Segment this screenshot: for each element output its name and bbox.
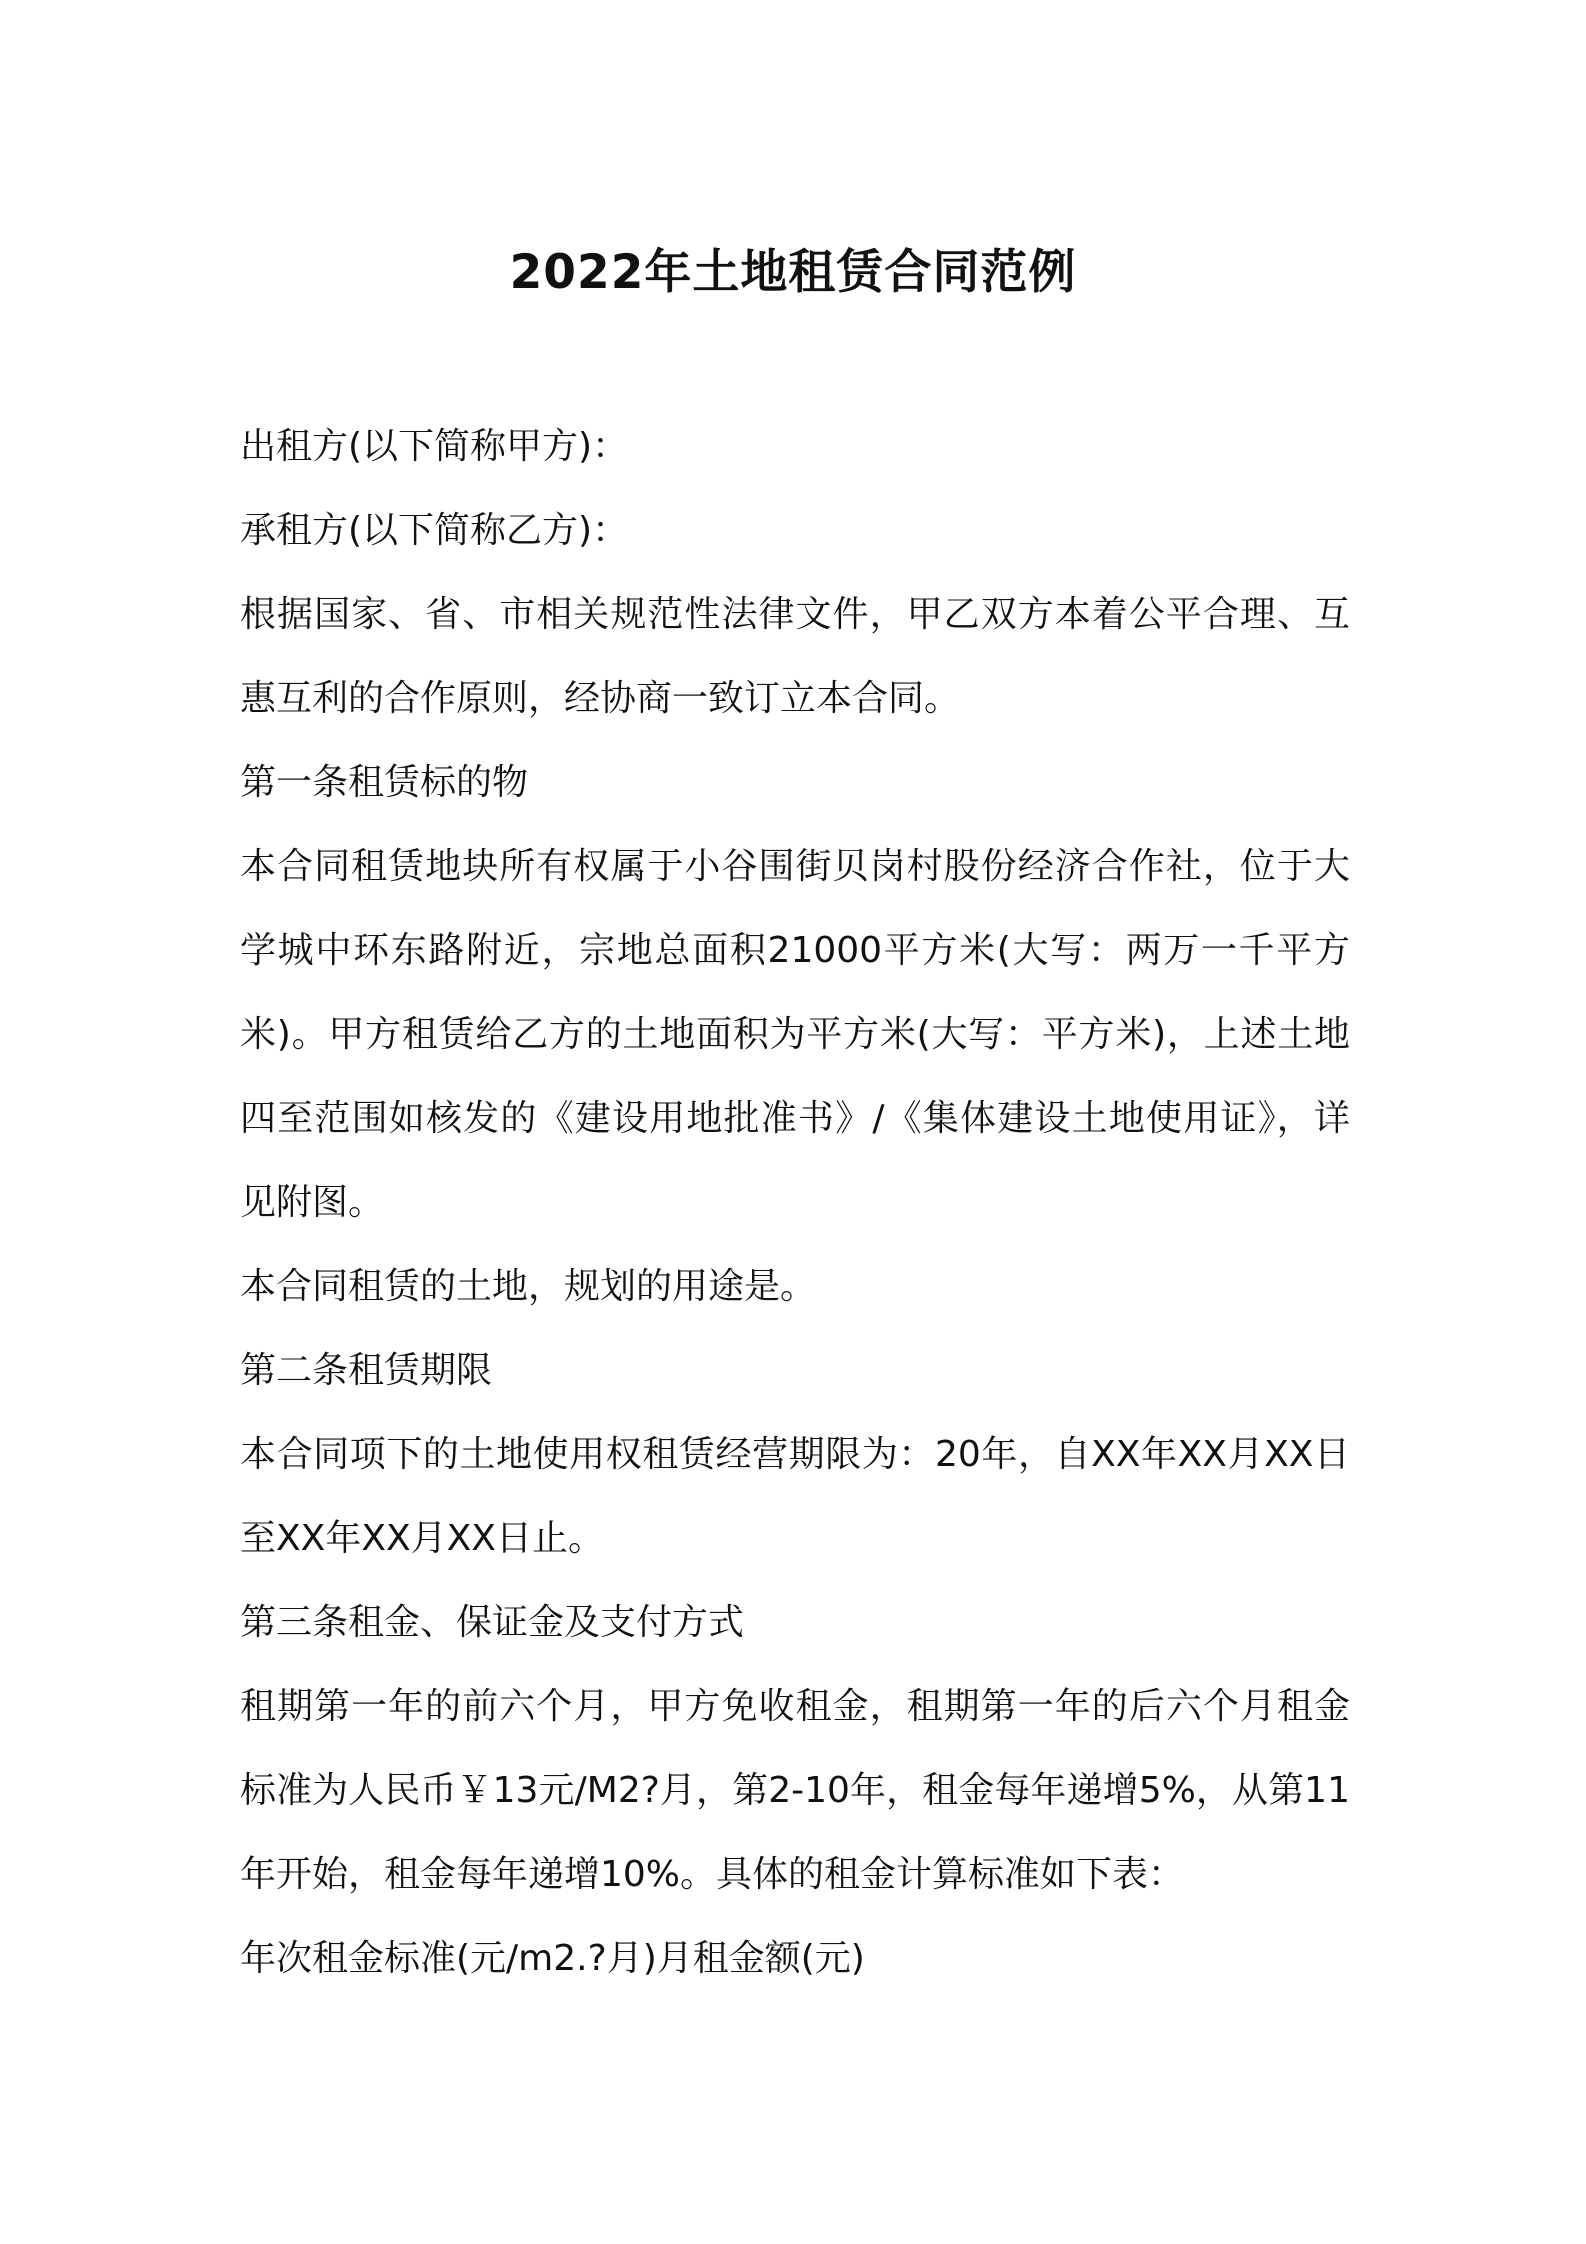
article-3-heading: 第三条租金、保证金及支付方式	[240, 1602, 745, 1643]
lessee-line: 承租方(以下简称乙方)：	[240, 510, 629, 551]
article-3-paragraph: 租期第一年的前六个月，甲方免收租金，租期第一年的后六个月租金标准为人民币￥13元/M2?月，第2-10年，租金每年递增5%，从第11年开始，租金每年递增10%。具体的租金计算标准如下表：	[240, 1686, 1350, 1895]
lessor-line: 出租方(以下简称甲方)：	[240, 426, 629, 467]
article-2-heading: 第二条租赁期限	[240, 1350, 493, 1391]
document-body	[240, 405, 1350, 2001]
article-1-heading: 第一条租赁标的物	[240, 762, 529, 803]
land-use-paragraph: 本合同租赁的土地，规划的用途是。	[240, 1266, 817, 1307]
article-1-paragraph: 本合同租赁地块所有权属于小谷围街贝岗村股份经济合作社，位于大学城中环东路附近，宗地总面积21000平方米(大写：两万一千平方米)。甲方租赁给乙方的土地面积为平方米(大写：平方米)，上述土地四至范围如核发的《建设用地批准书》/《集体建设土地使用证》，详见附图。	[240, 846, 1350, 1223]
article-2-paragraph: 本合同项下的土地使用权租赁经营期限为：20年，自XX年XX月XX日至XX年XX月XX日止。	[240, 1434, 1350, 1559]
rent-table-header-line: 年次租金标准(元/m2.?月)月租金额(元)	[240, 1938, 865, 1979]
preamble-paragraph: 根据国家、省、市相关规范性法律文件，甲乙双方本着公平合理、互惠互利的合作原则，经协商一致订立本合同。	[240, 594, 1350, 719]
document-title: 2022年土地租赁合同范例	[509, 245, 1077, 301]
